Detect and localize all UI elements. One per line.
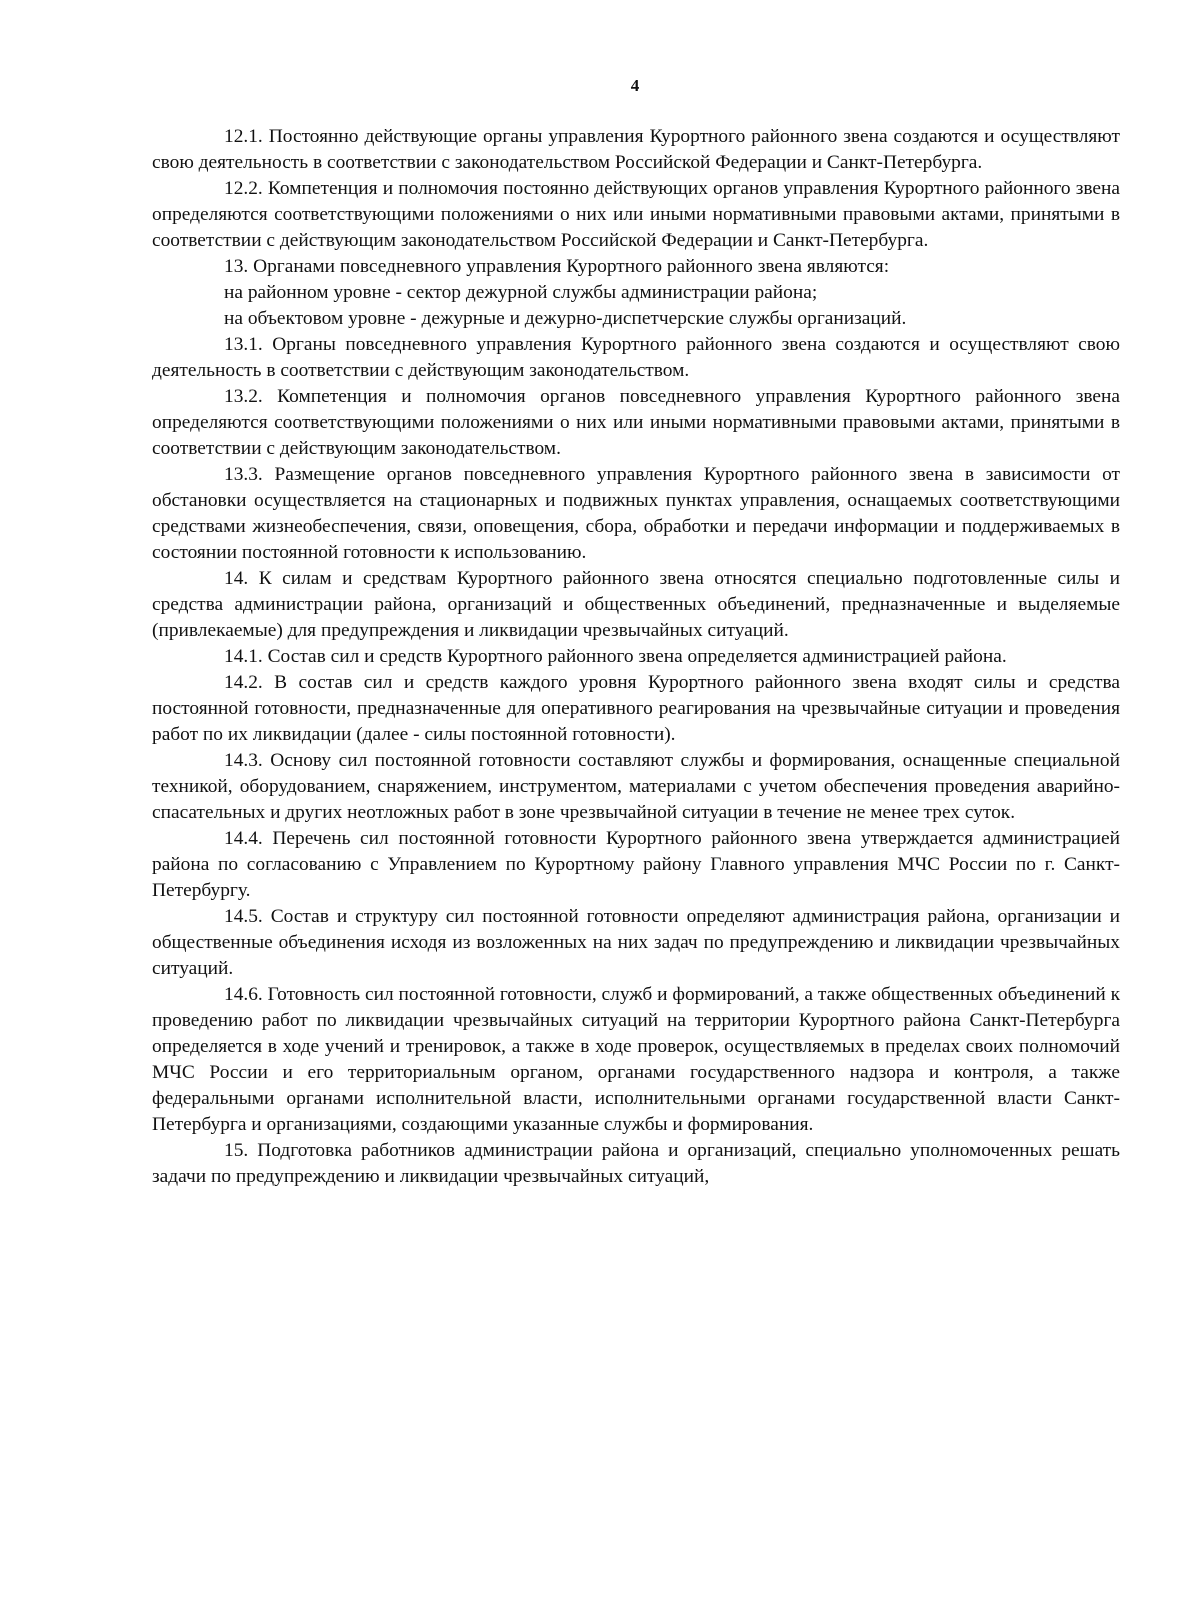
paragraph-14: 14. К силам и средствам Курортного районного звена относятся специально подготовленные силы и средства администрации района, организаций и общественных объединений, предназначенные и выделяемые (привлекаемые) для предупреждения и ликвидации чрезвычайных ситуаций. xyxy=(152,568,1120,641)
paragraph-14-6: 14.6. Готовность сил постоянной готовности, служб и формирований, а также общественных объединений к проведению работ по ликвидации чрезвычайных ситуаций на территории Курортного района Санкт-Петербурга определяется в ходе учений и тренировок, а также в ходе проверок, осуществляемых в пределах своих полномочий МЧС России и его территориальным органом, органами государственного надзора и контроля, а также федеральными органами исполнительной власти, исполнительными органами государственной власти Санкт-Петербурга и организациями, создающими указанные службы и формирования. xyxy=(152,984,1120,1135)
paragraph-13: 13. Органами повседневного управления Курортного районного звена являются: xyxy=(224,256,890,277)
paragraph-15: 15. Подготовка работников администрации района и организаций, специально уполномоченных решать задачи по предупреждению и ликвидации чрезвычайных ситуаций, xyxy=(152,1140,1120,1187)
paragraph-13-3: 13.3. Размещение органов повседневного управления Курортного районного звена в зависимости от обстановки осуществляется на стационарных и подвижных пунктах управления, оснащаемых соответствующими средствами жизнеобеспечения, связи, оповещения, сбора, обработки и передачи информации и поддерживаемых в состоянии постоянной готовности к использованию. xyxy=(152,464,1120,563)
paragraph-12-1: 12.1. Постоянно действующие органы управления Курортного районного звена создаются и осуществляют свою деятельность в соответствии с законодательством Российской Федерации и Санкт-Петербурга. xyxy=(152,126,1120,173)
paragraph-13-object-level: на объектовом уровне - дежурные и дежурно-диспетчерские службы организаций. xyxy=(224,308,907,329)
paragraph-14-3: 14.3. Основу сил постоянной готовности составляют службы и формирования, оснащенные специальной техникой, оборудованием, снаряжением, инструментом, материалами с учетом обеспечения проведения аварийно-спасательных и других неотложных работ в зоне чрезвычайной ситуации в течение не менее трех суток. xyxy=(152,750,1120,823)
document-body xyxy=(152,124,1120,1190)
paragraph-14-5: 14.5. Состав и структуру сил постоянной готовности определяют администрация района, организации и общественные объединения исходя из возложенных на них задач по предупреждению и ликвидации чрезвычайных ситуаций. xyxy=(152,906,1120,979)
paragraph-13-1: 13.1. Органы повседневного управления Курортного районного звена создаются и осуществляют свою деятельность в соответствии с действующим законодательством. xyxy=(152,334,1120,381)
paragraph-12-2: 12.2. Компетенция и полномочия постоянно действующих органов управления Курортного районного звена определяются соответствующими положениями о них или иными нормативными правовыми актами, принятыми в соответствии с действующим законодательством Российской Федерации и Санкт-Петербурга. xyxy=(152,178,1120,251)
page-number: 4 xyxy=(630,76,640,95)
paragraph-14-4: 14.4. Перечень сил постоянной готовности Курортного районного звена утверждается администрацией района по согласованию с Управлением по Курортному району Главного управления МЧС России по г. Санкт-Петербургу. xyxy=(152,828,1120,901)
paragraph-13-2: 13.2. Компетенция и полномочия органов повседневного управления Курортного районного звена определяются соответствующими положениями о них или иными нормативными правовыми актами, принятыми в соответствии с действующим законодательством. xyxy=(152,386,1120,459)
paragraph-14-1: 14.1. Состав сил и средств Курортного районного звена определяется администрацией района. xyxy=(224,646,1007,667)
paragraph-13-district-level: на районном уровне - сектор дежурной службы администрации района; xyxy=(224,282,818,303)
paragraph-14-2: 14.2. В состав сил и средств каждого уровня Курортного районного звена входят силы и средства постоянной готовности, предназначенные для оперативного реагирования на чрезвычайные ситуации и проведения работ по их ликвидации (далее - силы постоянной готовности). xyxy=(152,672,1120,745)
